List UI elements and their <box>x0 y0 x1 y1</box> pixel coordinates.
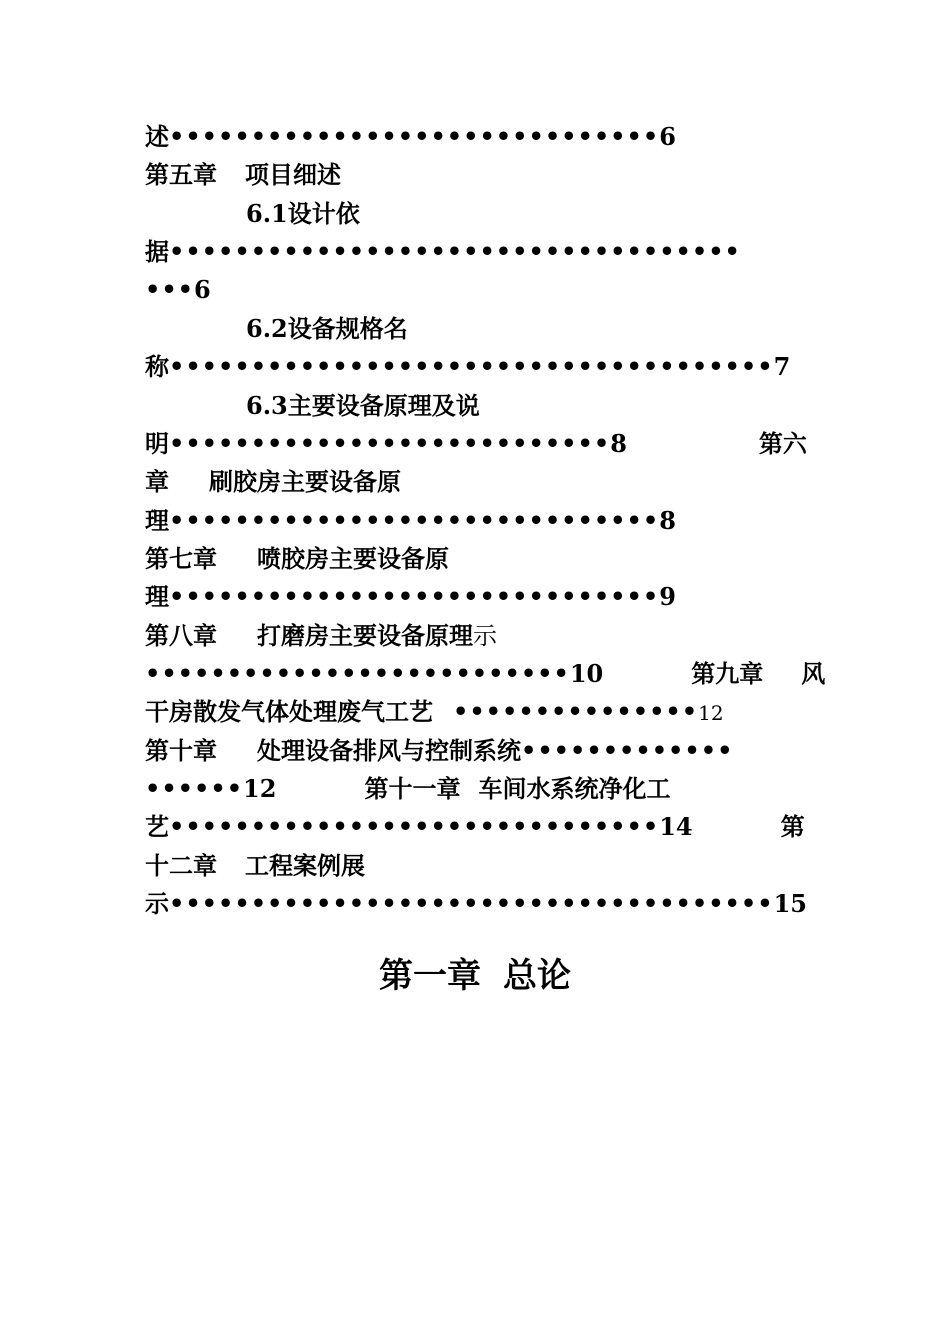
toc-leader-dots: •••••••••••••••••••••••••••••• <box>169 582 660 611</box>
toc-section-title: 6.3主要设备原理及说 <box>246 391 480 420</box>
toc-leader-dots: •••••••••••••••••••••••••••••• <box>169 812 660 841</box>
toc-chapter-label: 第八章 <box>145 621 217 650</box>
toc-line <box>145 578 815 616</box>
toc-chapter-title: 工程案例展 <box>245 851 365 880</box>
toc-chapter-label: 第六 <box>758 429 807 458</box>
toc-chapter-label: 第十章 <box>145 736 217 765</box>
toc-leader-dots: ••••••••••••••••••••••••••••••••••• <box>169 237 741 266</box>
toc-line <box>145 732 815 770</box>
chapter-heading <box>0 948 950 1004</box>
toc-line <box>145 770 815 808</box>
toc-line <box>246 387 916 425</box>
toc-line <box>145 502 815 540</box>
toc-section-title: 6.1设计依 <box>246 199 360 228</box>
toc-page-number: 6 <box>194 275 211 304</box>
toc-page-number: 8 <box>659 506 676 535</box>
toc-line <box>145 233 815 271</box>
toc-page-number: 6 <box>659 122 676 151</box>
toc-line <box>145 348 815 386</box>
toc-line <box>145 118 815 156</box>
toc-text: 述 <box>145 122 169 151</box>
toc-text: 艺 <box>145 812 169 841</box>
toc-page-number: 10 <box>569 659 604 688</box>
toc-line <box>145 540 815 578</box>
toc-line <box>145 463 815 501</box>
toc-page-number: 8 <box>610 429 627 458</box>
toc-leader-dots: ••••••••••••••••••••••••••• <box>169 429 611 458</box>
toc-chapter-title: 干房散发气体处理废气工艺 <box>145 697 433 726</box>
toc-line <box>145 693 815 731</box>
toc-line <box>145 271 815 309</box>
toc-page-number: 12 <box>243 774 277 803</box>
toc-chapter-label: 第五章 <box>145 160 217 189</box>
toc-line <box>145 425 815 463</box>
toc-page-number: 9 <box>659 582 676 611</box>
toc-leader-dots: ••••••••••••••••••••••••••••••••••••• <box>169 889 774 918</box>
toc-chapter-label: 第 <box>780 812 805 841</box>
toc-page-number: 15 <box>773 889 807 918</box>
toc-leader-dots: •••••••••••••••••••••••••••••• <box>169 122 660 151</box>
toc-leader-dots: ••••••••••••••• <box>453 697 699 726</box>
toc-leader-dots: •••••••••••••••••••••••••• <box>145 659 570 688</box>
toc-chapter-title: 打磨房主要设备原理 <box>257 621 473 650</box>
toc-line <box>145 617 815 655</box>
toc-chapter-title: 刷胶房主要设备原 <box>209 467 401 496</box>
toc-chapter-label: 章 <box>145 467 169 496</box>
toc-line <box>145 808 815 846</box>
toc-leader-dots: ••••••••••••• <box>521 736 734 765</box>
toc-line <box>145 655 826 693</box>
toc-line <box>246 195 916 233</box>
toc-text: 理 <box>145 582 169 611</box>
toc-chapter-title: 喷胶房主要设备原 <box>257 544 449 573</box>
toc-chapter-title: 风 <box>801 659 826 688</box>
toc-text: 称 <box>145 352 169 381</box>
toc-leader-dots: ••••••••••••••••••••••••••••••••••••• <box>169 352 774 381</box>
toc-page-number: 14 <box>659 812 693 841</box>
toc-chapter-label: 十二章 <box>145 851 217 880</box>
toc-chapter-label: 第九章 <box>691 659 764 688</box>
toc-chapter-title: 车间水系统净化工 <box>478 774 671 803</box>
toc-leader-dots: •••••••••••••••••••••••••••••• <box>169 506 660 535</box>
toc-text: 示 <box>145 889 169 918</box>
toc-line <box>145 156 815 194</box>
toc-leader-dots: •••••• <box>145 774 244 803</box>
toc-page-number: 12 <box>698 701 724 725</box>
toc-chapter-label: 第十一章 <box>364 774 461 803</box>
toc-leader-dots: ••• <box>145 275 195 304</box>
toc-chapter-title: 项目细述 <box>245 160 341 189</box>
toc-chapter-label: 第七章 <box>145 544 217 573</box>
toc-line <box>145 847 815 885</box>
toc-page-number: 7 <box>773 352 791 381</box>
chapter-heading-title: 总论 <box>503 956 571 996</box>
toc-chapter-title-end: 示 <box>473 622 497 650</box>
toc-section-title: 6.2设备规格名 <box>246 314 408 343</box>
toc-text: 明 <box>145 429 169 458</box>
chapter-heading-number: 第一章 <box>379 956 481 996</box>
toc-text: 理 <box>145 506 169 535</box>
toc-line <box>246 310 916 348</box>
toc-text: 据 <box>145 237 169 266</box>
toc-line <box>145 885 815 923</box>
toc-chapter-title: 处理设备排风与控制系统 <box>257 736 521 765</box>
